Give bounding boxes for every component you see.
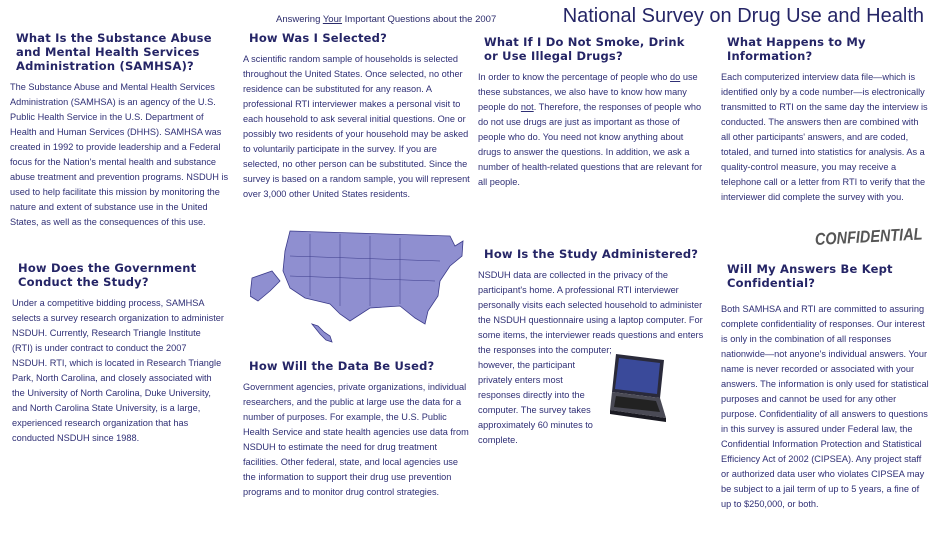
heading-data-use: How Will the Data Be Used? [249, 359, 435, 373]
body-confidential: Both SAMHSA and RTI are committed to assuring complete confidentiality of responses. Our interest is only in the combination of all responses nationwide—not anyone's individual answers. Your name is never recorded or associated with your answers. The information is only used for statistical purposes and cannot be used for any other purpose. Confidentiality of all answers to questions in this survey is assured under Federal law, the Confidential Information Protection and Statistical Efficiency Act of 2002 (CIPSEA). Any project staff or authorized data user who violates CIPSEA may be subject to a jail term of up to 5 years, a fine of up to $250,000, or both. [721, 304, 929, 509]
section-administered [478, 247, 704, 448]
body-data-use: Government agencies, private organizations, individual researchers, and the public at large use the data for a number of purposes. For example, the U.S. Public Health Service and state health agencies use data from NSDUH to estimate the need for drug treatment facilities. Other federal, state, and local agencies use the information to support their drug use prevention programs and to monitor drug control strategies. [243, 382, 469, 497]
header-tagline: Answering Your Important Questions about the 2007 [276, 14, 497, 25]
heading-administered: How Is the Study Administered? [484, 247, 699, 261]
heading-government: How Does the Government Conduct the Study? [18, 261, 197, 289]
heading-samhsa: What Is the Substance Abuse and Mental Health Services Administration (SAMHSA)? [16, 31, 212, 73]
administered-lower-row [478, 358, 704, 448]
section-confidential [721, 262, 929, 512]
body-administered-top: NSDUH data are collected in the privacy of the participant's home. A professional RTI interviewer personally visits each selected household to administer the NSDUH questionnaire using a laptop computer. For some items, the interviewer reads questions and enters the responses into the computer; [478, 270, 704, 355]
body-no-drugs: In order to know the percentage of people who do use these substances, we also have to know how many people do not. Therefore, the responses of people who do not use drugs are just as important as those of people who do. You need not know anything about drugs to answer the questions. In addition, we ask a number of health-related questions that are relevant for all people. [478, 72, 703, 187]
heading-selected: How Was I Selected? [249, 31, 387, 45]
body-administered-bottom: however, the participant privately enters most responses directly into the computer. The survey takes approximately 60 minutes to complete. [478, 360, 593, 445]
section-information [721, 35, 929, 205]
heading-information: What Happens to My Information? [727, 35, 866, 63]
header [276, 5, 924, 28]
us-map-icon [250, 226, 470, 346]
heading-confidential: Will My Answers Be Kept Confidential? [727, 262, 893, 290]
laptop-icon [606, 352, 668, 428]
heading-no-drugs: What If I Do Not Smoke, Drink or Use Illegal Drugs? [484, 35, 685, 63]
confidential-stamp: CONFIDENTIAL [814, 224, 923, 249]
section-no-drugs [478, 35, 704, 190]
body-samhsa: The Substance Abuse and Mental Health Services Administration (SAMHSA) is an agency of the U.S. Public Health Service in the U.S. Department of Health and Human Services (DHHS). SAMHSA was created in 1992 to provide leadership and a Federal focus for the Nation's mental health and substance abuse treatment and prevention programs. NSDUH is used to help facilitate this mission by monitoring the nature and extent of substance use in the United States, as well as the consequences of this use. [10, 82, 229, 227]
header-title: National Survey on Drug Use and Health [562, 5, 924, 27]
body-selected: A scientific random sample of households is selected throughout the United States. Once selected, no other residence can be substituted for any reason. A professional RTI interviewer makes a personal visit to each household to ask several initial questions. One or possibly two residents of your household may be asked to voluntarily participate in the survey. If you are selected, no other person can be substituted. Since the survey is based on a random sample, you will represent over 3,000 other United States residents. [243, 54, 470, 199]
section-samhsa [10, 31, 232, 230]
body-information: Each computerized interview data file—which is identified only by a code number—is electronically transmitted to RTI on the same day the interview is conducted. The answers then are combined with all other participants' answers, and are coded, totaled, and turned into statistics for analysis. As a quality-control measure, you may receive a telephone call or a letter from RTI to verify that the interviewer did complete the survey with you. [721, 72, 928, 202]
section-government [12, 261, 224, 446]
section-selected [243, 31, 471, 202]
body-government: Under a competitive bidding process, SAMHSA selects a survey research organization to administer NSDUH. Currently, Research Triangle Institute (RTI) is under contract to conduct the 2007 NSDUH. RTI, which is located in Research Triangle Park, North Carolina, and closely associated with the University of North Carolina, Duke University, and North Carolina State University, is a large, experienced research organization that has conducted NSDUH since 1988. [12, 298, 224, 443]
section-data-use [243, 359, 471, 500]
